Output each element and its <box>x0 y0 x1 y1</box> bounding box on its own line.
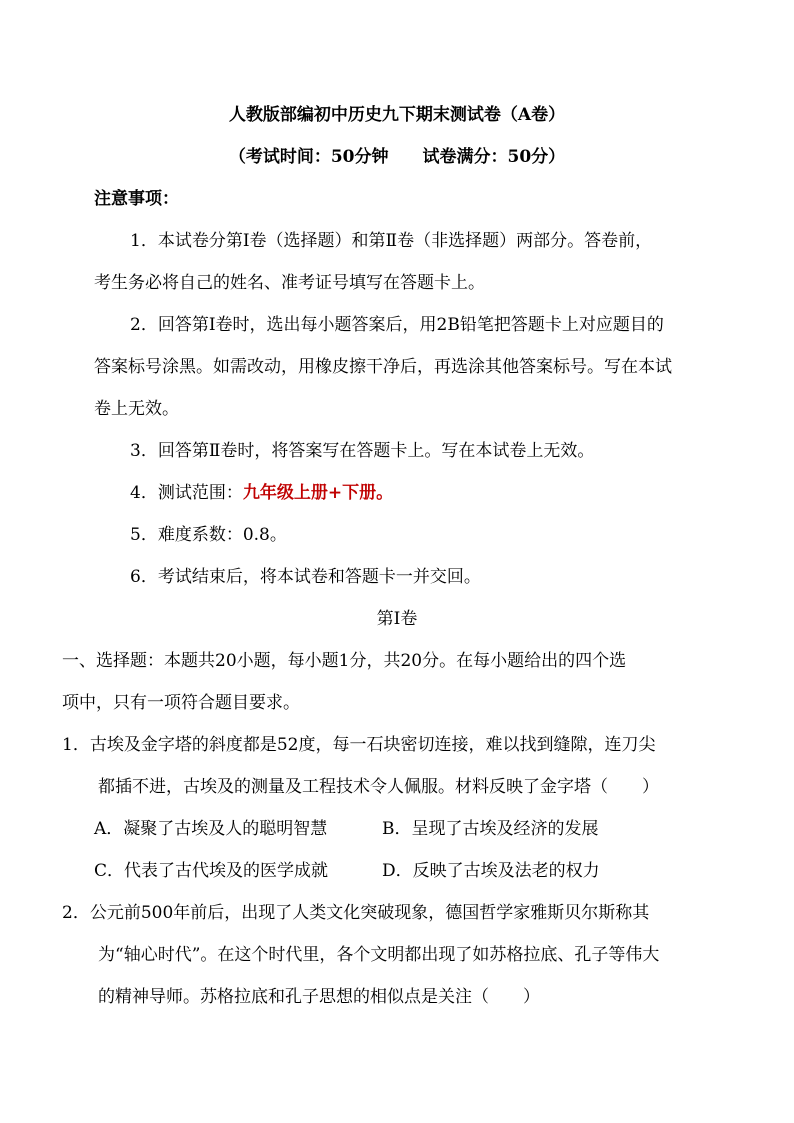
notice-4-range: 九年级上册+下册。 <box>242 483 394 503</box>
notice-2-line-2: 答案标号涂黑。如需改动，用橡皮擦干净后，再选涂其他答案标号。写在本试 <box>94 357 672 377</box>
part-intro-line-1: 一、选择题：本题共20小题，每小题1分，共20分。在每小题给出的四个选 <box>62 651 627 671</box>
notice-1-line-1: 1．本试卷分第Ⅰ卷（选择题）和第Ⅱ卷（非选择题）两部分。答卷前， <box>130 231 653 251</box>
notice-4-prefix: 4．测试范围： <box>130 483 243 503</box>
part-intro-line-2: 项中，只有一项符合题目要求。 <box>62 693 300 713</box>
notice-heading: 注意事项： <box>94 189 179 209</box>
exam-title: 人教版部编初中历史九下期末测试卷（A卷） <box>228 105 566 125</box>
section-title: 第Ⅰ卷 <box>376 609 418 629</box>
question-2-stem-line-2: 为“轴心时代”。在这个时代里，各个文明都出现了如苏格拉底、孔子等伟大 <box>98 945 660 965</box>
notice-2-line-1: 2．回答第Ⅰ卷时，选出每小题答案后，用2B铅笔把答题卡上对应题目的 <box>130 315 664 335</box>
notice-3: 3．回答第Ⅱ卷时，将答案写在答题卡上。写在本试卷上无效。 <box>130 441 595 461</box>
notice-1-line-2: 考生务必将自己的姓名、准考证号填写在答题卡上。 <box>94 273 485 293</box>
question-1-option-c: C．代表了古代埃及的医学成就 <box>94 861 329 881</box>
notice-6: 6．考试结束后，将本试卷和答题卡一并交回。 <box>130 567 481 587</box>
exam-subtitle: （考试时间：50分钟 试卷满分：50分） <box>228 147 566 167</box>
notice-2-line-3: 卷上无效。 <box>94 399 179 419</box>
notice-5: 5．难度系数：0.8。 <box>130 525 287 545</box>
question-1-option-b: B．呈现了古埃及经济的发展 <box>382 819 599 839</box>
question-1-option-a: A．凝聚了古埃及人的聪明智慧 <box>94 819 328 839</box>
question-1-stem-line-2: 都插不进，古埃及的测量及工程技术令人佩服。材料反映了金字塔（ ） <box>98 777 659 797</box>
question-1-option-d: D．反映了古埃及法老的权力 <box>382 861 600 881</box>
notice-4 <box>130 482 393 504</box>
question-1-stem-line-1: 1．古埃及金字塔的斜度都是52度，每一石块密切连接，难以找到缝隙，连刀尖 <box>62 735 656 755</box>
question-2-stem-line-1: 2．公元前500年前后，出现了人类文化突破现象，德国哲学家雅斯贝尔斯称其 <box>62 903 650 923</box>
question-2-stem-line-3: 的精神导师。苏格拉底和孔子思想的相似点是关注（ ） <box>98 987 540 1007</box>
